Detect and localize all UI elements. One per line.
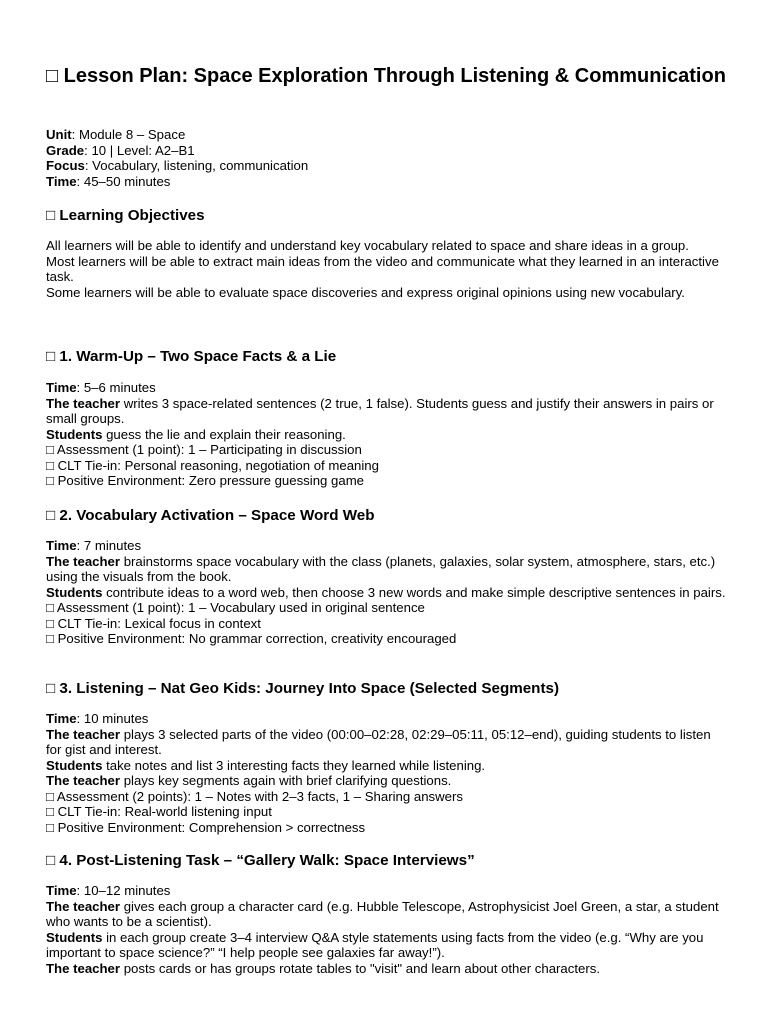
section-4-teacher: The teacher gives each group a character card (e.g. Hubble Telescope, Astrophysicist Joel Green, a star, a student who wants to be a scientist). [46, 898, 719, 929]
objective-all: All learners will be able to identify and understand key vocabulary related to space and share ideas in a group. [46, 238, 689, 253]
section-3-heading: □ 3. Listening – Nat Geo Kids: Journey Into Space (Selected Segments) [46, 680, 560, 697]
lesson-meta [46, 127, 726, 189]
section-3-teacher: The teacher plays 3 selected parts of the video (00:00–02:28, 02:29–05:11, 05:12–end), guiding students to listen for gist and interest. [46, 726, 711, 757]
section-3-clt: □ CLT Tie-in: Real-world listening input [46, 804, 272, 819]
section-2-body [46, 538, 726, 647]
section-4-time: Time: 10–12 minutes [46, 883, 171, 898]
section-1-time: Time: 5–6 minutes [46, 380, 156, 395]
objectives-heading: □ Learning Objectives [46, 207, 205, 224]
page-title: □ Lesson Plan: Space Exploration Through Listening & Communication [46, 65, 726, 87]
meta-grade: Grade: 10 | Level: A2–B1 [46, 142, 195, 158]
section-1-assessment: □ Assessment (1 point): 1 – Participating in discussion [46, 442, 362, 457]
meta-focus: Focus: Vocabulary, listening, communication [46, 158, 309, 173]
objective-some: Some learners will be able to evaluate space discoveries and express original opinions using new vocabulary. [46, 284, 685, 300]
section-1-teacher: The teacher writes 3 space-related sentences (2 true, 1 false). Students guess and justify their answers in pairs or small groups. [46, 395, 714, 426]
section-3-environment: □ Positive Environment: Comprehension > correctness [46, 819, 366, 835]
section-2-clt: □ CLT Tie-in: Lexical focus in context [46, 615, 261, 631]
section-3-body [46, 711, 726, 835]
meta-unit: Unit: Module 8 – Space [46, 127, 186, 142]
section-2-students: Students contribute ideas to a word web, then choose 3 new words and make simple descriptive sentences in pairs. [46, 584, 726, 600]
section-2-time: Time: 7 minutes [46, 538, 142, 553]
section-1-clt: □ CLT Tie-in: Personal reasoning, negotiation of meaning [46, 457, 379, 473]
section-3-students: Students take notes and list 3 interesting facts they learned while listening. [46, 757, 486, 773]
section-3-time: Time: 10 minutes [46, 711, 149, 726]
section-3-assessment: □ Assessment (2 points): 1 – Notes with 2–3 facts, 1 – Sharing answers [46, 788, 463, 804]
section-2-heading: □ 2. Vocabulary Activation – Space Word Web [46, 507, 375, 524]
section-1-heading: □ 1. Warm-Up – Two Space Facts & a Lie [46, 348, 337, 365]
section-2-environment: □ Positive Environment: No grammar correction, creativity encouraged [46, 631, 457, 646]
objectives-list [46, 238, 726, 300]
section-3-teacher-replay: The teacher plays key segments again with brief clarifying questions. [46, 773, 452, 788]
section-2-assessment: □ Assessment (1 point): 1 – Vocabulary used in original sentence [46, 600, 425, 615]
section-4-students: Students in each group create 3–4 interview Q&A style statements using facts from the video (e.g. “Why are you important to space science?” “I help people see galaxies far away!”). [46, 929, 704, 960]
section-4-heading: □ 4. Post-Listening Task – “Gallery Walk: Space Interviews” [46, 852, 475, 869]
section-4-teacher-posts: The teacher posts cards or has groups rotate tables to "visit" and learn about other characters. [46, 960, 601, 976]
section-1-environment: □ Positive Environment: Zero pressure guessing game [46, 473, 365, 488]
objective-most: Most learners will be able to extract main ideas from the video and communicate what they learned in an interactive task. [46, 253, 719, 284]
section-4-body [46, 883, 726, 976]
section-2-teacher: The teacher brainstorms space vocabulary with the class (planets, galaxies, solar system, atmosphere, stars, etc.) using the visuals from the book. [46, 553, 716, 584]
meta-time: Time: 45–50 minutes [46, 173, 171, 189]
section-1-body [46, 380, 726, 489]
section-1-students: Students guess the lie and explain their reasoning. [46, 426, 346, 442]
